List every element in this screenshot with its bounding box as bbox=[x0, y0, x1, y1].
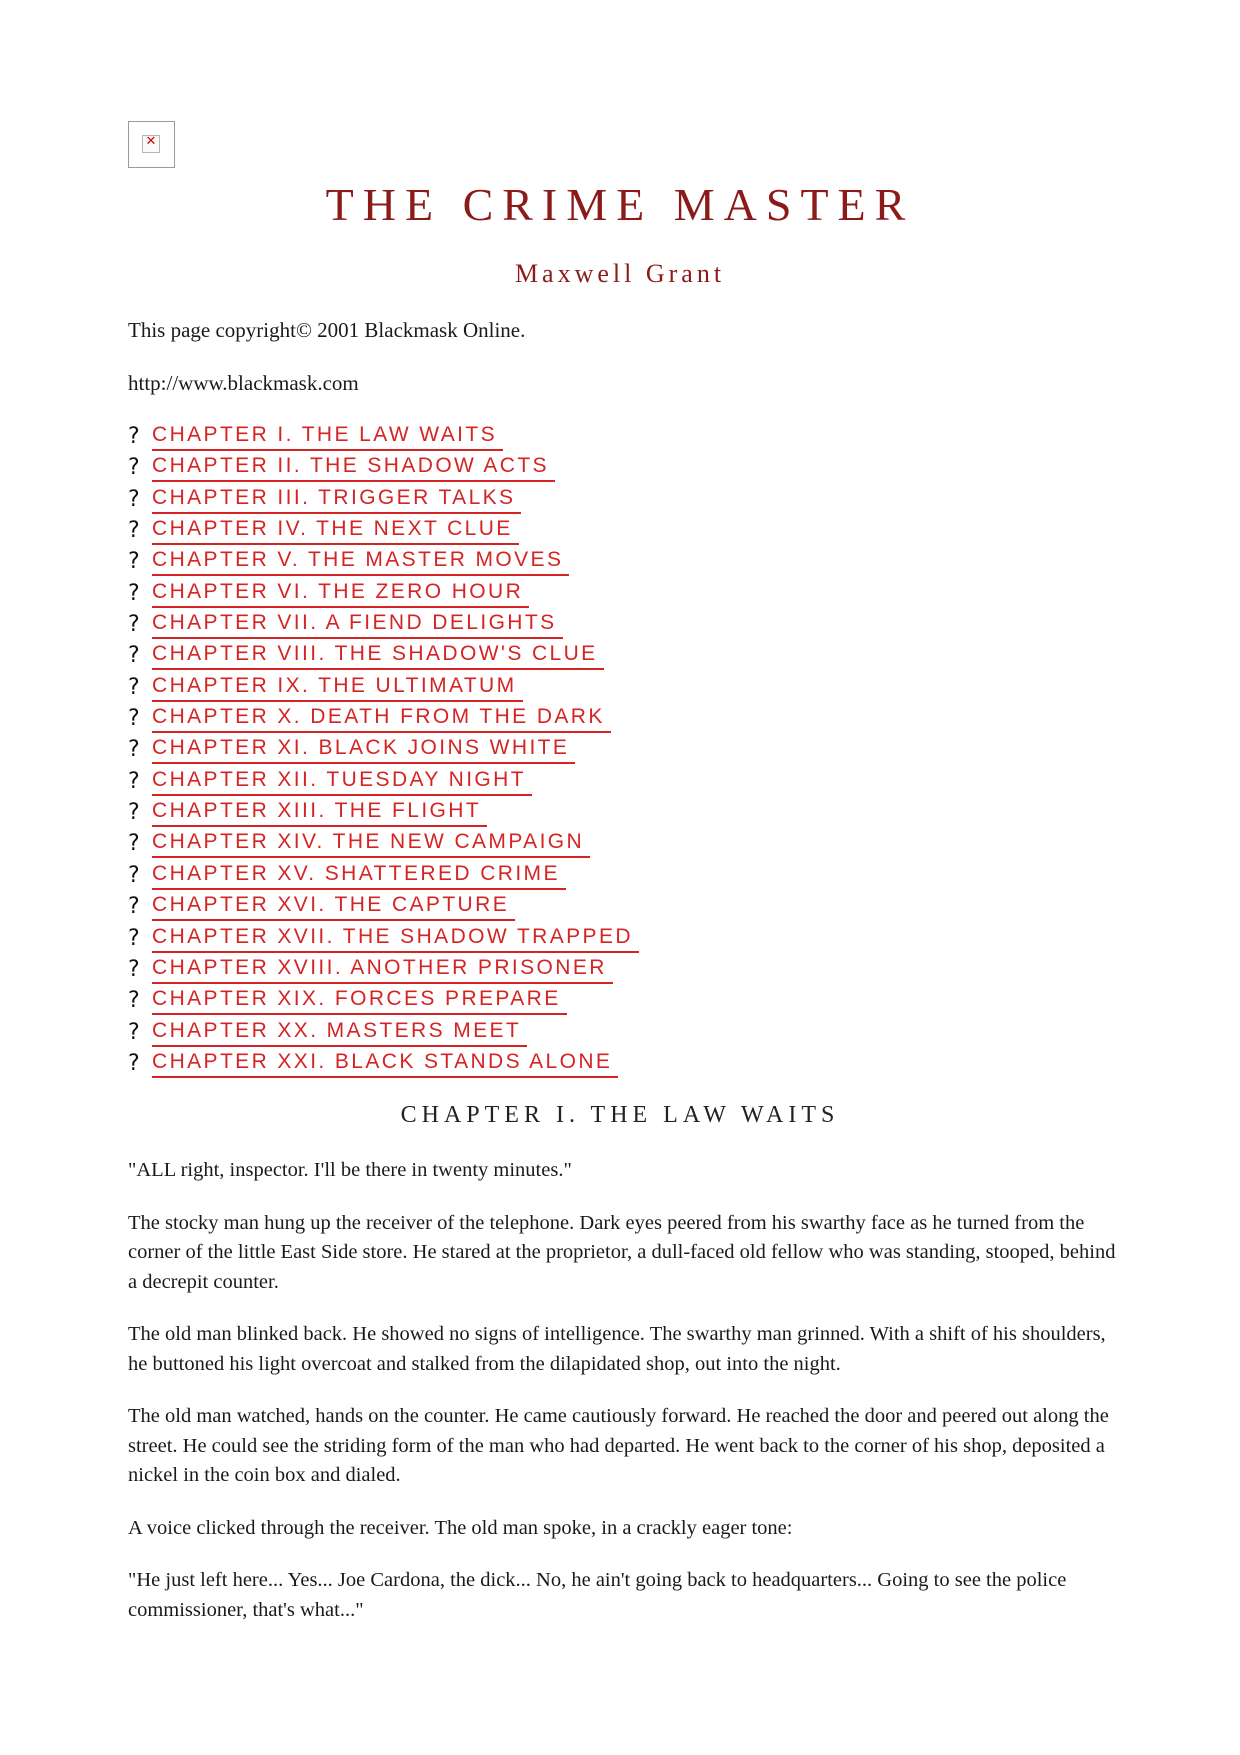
chapter-heading: CHAPTER I. THE LAW WAITS bbox=[400, 1102, 840, 1128]
toc-link-chapter-17[interactable]: CHAPTER XVII. THE SHADOW TRAPPED bbox=[152, 923, 639, 953]
toc-item bbox=[128, 891, 639, 922]
toc-link-chapter-19[interactable]: CHAPTER XIX. FORCES PREPARE bbox=[152, 985, 567, 1015]
toc-bullet: ? bbox=[128, 956, 140, 982]
toc-bullet: ? bbox=[128, 768, 140, 794]
toc-link-chapter-11[interactable]: CHAPTER XI. BLACK JOINS WHITE bbox=[152, 734, 575, 764]
toc-item bbox=[128, 923, 639, 954]
toc-item bbox=[128, 640, 639, 671]
toc-bullet: ? bbox=[128, 894, 140, 920]
toc-item bbox=[128, 828, 639, 859]
toc-link-chapter-3[interactable]: CHAPTER III. TRIGGER TALKS bbox=[152, 484, 521, 514]
toc-link-chapter-5[interactable]: CHAPTER V. THE MASTER MOVES bbox=[152, 546, 569, 576]
paragraph: The stocky man hung up the receiver of the telephone. Dark eyes peered from his swarthy face as he turned from the corner of the little East Side store. He stared at the proprietor, a dull-faced old fellow who was standing, stooped, behind a decrepit counter. bbox=[128, 1211, 1116, 1293]
broken-image-frame bbox=[142, 135, 160, 153]
toc-bullet: ? bbox=[128, 674, 140, 700]
toc-bullet: ? bbox=[128, 424, 140, 449]
paragraph: The old man watched, hands on the counter. He came cautiously forward. He reached the door and peered out along the street. He could see the striding form of the man who had departed. He went back to the corner of his shop, deposited a nickel in the coin box and dialed. bbox=[128, 1405, 1109, 1486]
toc-item bbox=[128, 860, 639, 891]
toc-item bbox=[128, 421, 639, 452]
toc-link-chapter-18[interactable]: CHAPTER XVIII. ANOTHER PRISONER bbox=[152, 954, 613, 984]
toc-item bbox=[128, 985, 639, 1016]
paragraph: "He just left here... Yes... Joe Cardona, the dick... No, he ain't going back to headquarters... Going to see the police commissioner, that's what..." bbox=[128, 1569, 1067, 1621]
toc-bullet: ? bbox=[128, 518, 140, 544]
toc-link-chapter-2[interactable]: CHAPTER II. THE SHADOW ACTS bbox=[152, 452, 555, 482]
toc-link-chapter-7[interactable]: CHAPTER VII. A FIEND DELIGHTS bbox=[152, 609, 563, 639]
toc-link-chapter-12[interactable]: CHAPTER XII. TUESDAY NIGHT bbox=[152, 766, 532, 796]
broken-image-placeholder bbox=[128, 121, 175, 168]
toc-bullet: ? bbox=[128, 800, 140, 826]
toc-link-chapter-15[interactable]: CHAPTER XV. SHATTERED CRIME bbox=[152, 860, 566, 890]
copyright-notice: This page copyright© 2001 Blackmask Online. bbox=[128, 318, 526, 342]
toc-link-chapter-9[interactable]: CHAPTER IX. THE ULTIMATUM bbox=[152, 672, 523, 702]
toc-item bbox=[128, 484, 639, 515]
toc-link-chapter-13[interactable]: CHAPTER XIII. THE FLIGHT bbox=[152, 797, 487, 827]
broken-image-icon: ✕ bbox=[145, 134, 157, 149]
toc-link-chapter-14[interactable]: CHAPTER XIV. THE NEW CAMPAIGN bbox=[152, 828, 590, 858]
toc-bullet: ? bbox=[128, 831, 140, 857]
toc-bullet: ? bbox=[128, 612, 140, 638]
chapter-body bbox=[128, 1156, 1118, 1648]
paragraph: A voice clicked through the receiver. The old man spoke, in a crackly eager tone: bbox=[128, 1516, 793, 1539]
toc-item bbox=[128, 734, 639, 765]
paragraph: The old man blinked back. He showed no signs of intelligence. The swarthy man grinned. With a shift of his shoulders, he buttoned his light overcoat and stalked from the dilapidated shop, out into the night. bbox=[128, 1323, 1106, 1375]
toc-item bbox=[128, 578, 639, 609]
toc-bullet: ? bbox=[128, 706, 140, 732]
toc-bullet: ? bbox=[128, 925, 140, 951]
toc-link-chapter-16[interactable]: CHAPTER XVI. THE CAPTURE bbox=[152, 891, 515, 921]
toc-item bbox=[128, 797, 639, 828]
toc-bullet: ? bbox=[128, 643, 140, 669]
toc-item bbox=[128, 546, 639, 577]
toc-link-chapter-20[interactable]: CHAPTER XX. MASTERS MEET bbox=[152, 1017, 527, 1047]
website-url: http://www.blackmask.com bbox=[128, 371, 359, 395]
toc-link-chapter-21[interactable]: CHAPTER XXI. BLACK STANDS ALONE bbox=[152, 1048, 618, 1078]
toc-link-chapter-6[interactable]: CHAPTER VI. THE ZERO HOUR bbox=[152, 578, 529, 608]
toc-item bbox=[128, 515, 639, 546]
toc-bullet: ? bbox=[128, 1050, 140, 1076]
toc-item bbox=[128, 703, 639, 734]
toc-link-chapter-10[interactable]: CHAPTER X. DEATH FROM THE DARK bbox=[152, 703, 611, 733]
toc-link-chapter-1[interactable]: CHAPTER I. THE LAW WAITS bbox=[152, 421, 503, 451]
toc-link-chapter-4[interactable]: CHAPTER IV. THE NEXT CLUE bbox=[152, 515, 519, 545]
toc-bullet: ? bbox=[128, 1019, 140, 1045]
toc-item bbox=[128, 452, 639, 483]
paragraph: "ALL right, inspector. I'll be there in twenty minutes." bbox=[128, 1159, 572, 1181]
toc-item bbox=[128, 1017, 639, 1048]
toc-item bbox=[128, 766, 639, 797]
toc-bullet: ? bbox=[128, 580, 140, 606]
book-title: THE CRIME MASTER bbox=[325, 179, 915, 230]
toc-item bbox=[128, 609, 639, 640]
toc-bullet: ? bbox=[128, 862, 140, 888]
toc-bullet: ? bbox=[128, 455, 140, 481]
book-author: Maxwell Grant bbox=[514, 259, 726, 288]
toc-item bbox=[128, 954, 639, 985]
toc-link-chapter-8[interactable]: CHAPTER VIII. THE SHADOW'S CLUE bbox=[152, 640, 604, 670]
table-of-contents bbox=[128, 421, 639, 1079]
toc-bullet: ? bbox=[128, 737, 140, 763]
toc-bullet: ? bbox=[128, 486, 140, 512]
toc-item bbox=[128, 672, 639, 703]
toc-bullet: ? bbox=[128, 988, 140, 1014]
toc-bullet: ? bbox=[128, 549, 140, 575]
toc-item bbox=[128, 1048, 639, 1079]
